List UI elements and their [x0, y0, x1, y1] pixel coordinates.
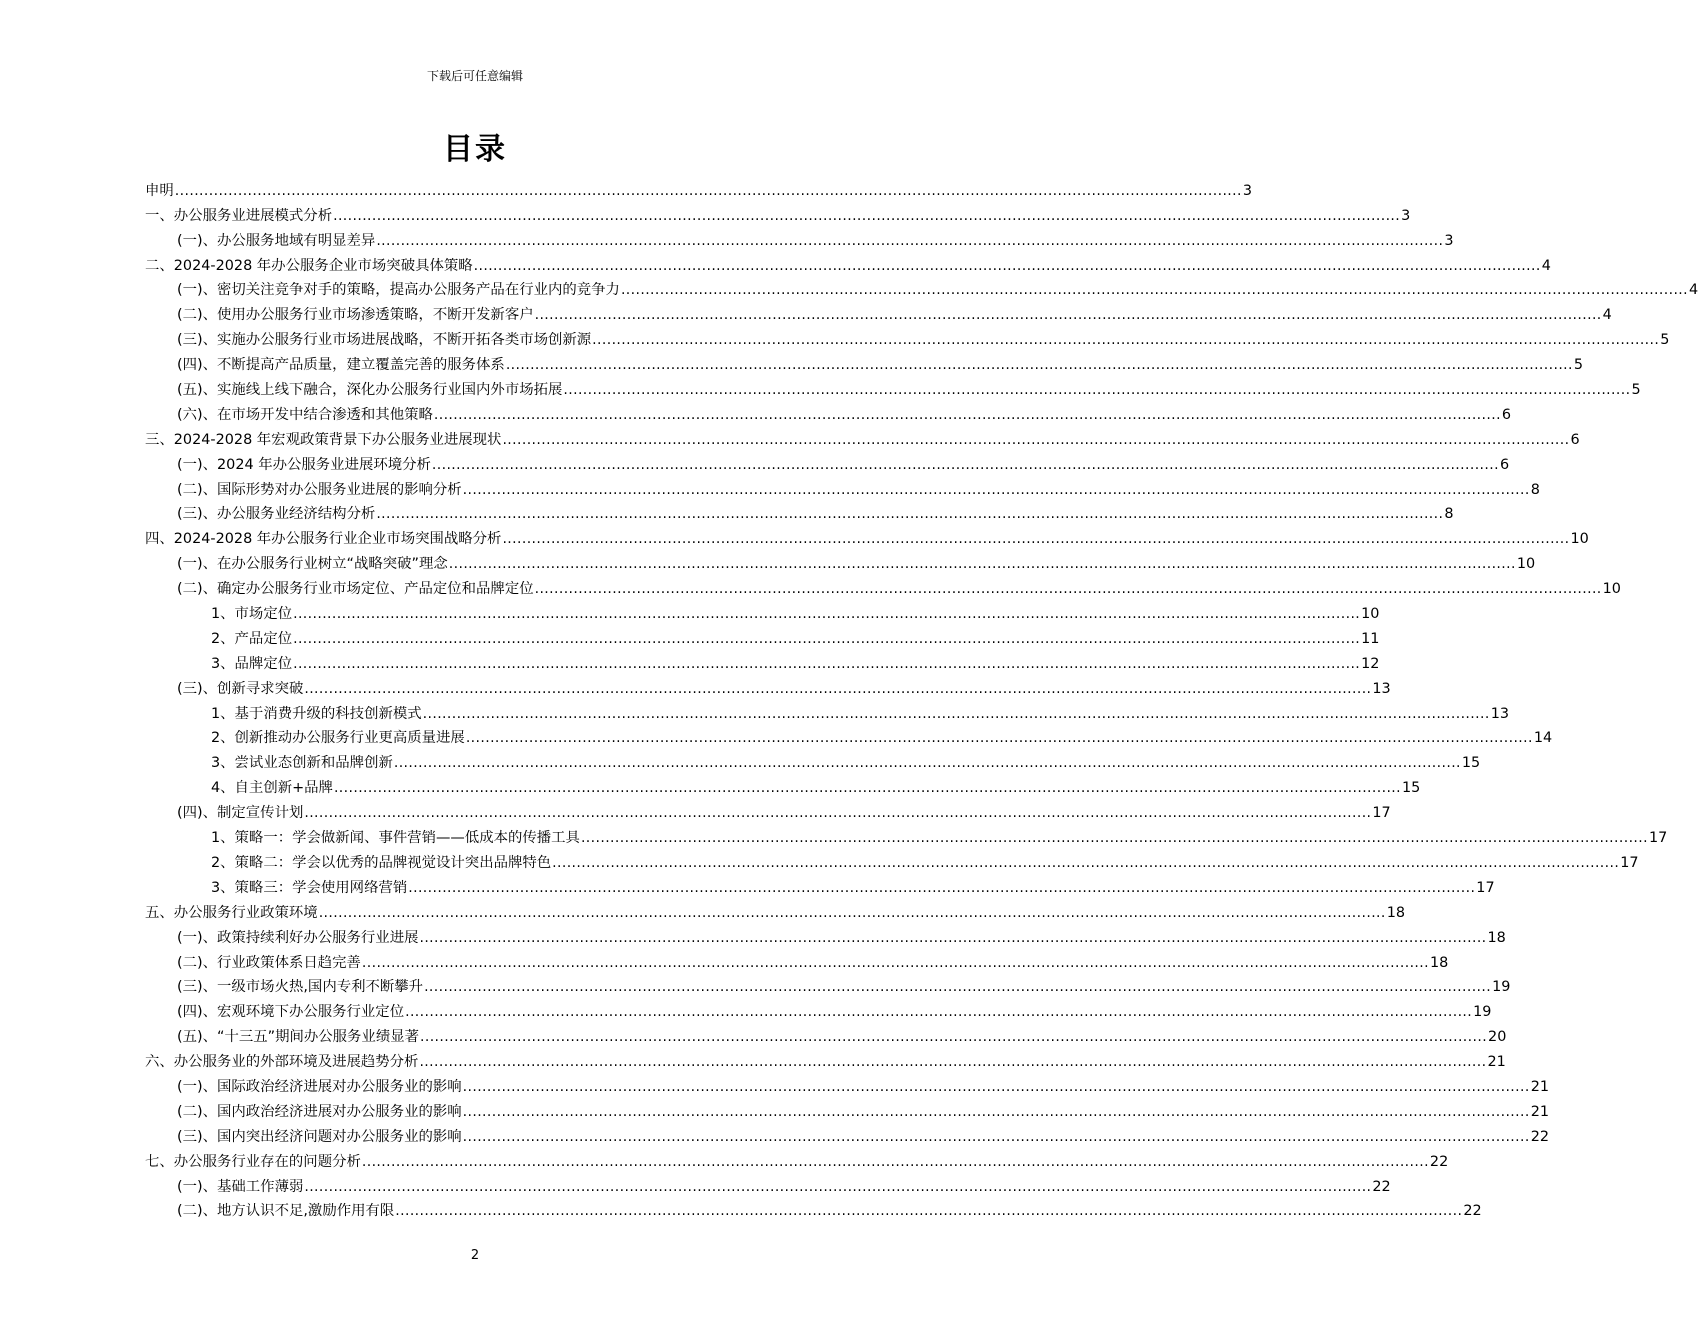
toc-entry[interactable] [145, 375, 1641, 400]
toc-entry-page: 5 [1660, 332, 1670, 349]
toc-entry-label: (四)、不断提高产品质量，建立覆盖完善的服务体系 [177, 357, 505, 374]
toc-entry[interactable] [145, 176, 1252, 201]
toc-dot-leader: ............................................................................................................................................................................................................................ [174, 182, 1242, 199]
toc-entry[interactable] [145, 450, 1510, 475]
toc-dot-leader: ............................................................................................................................................................................................................................ [420, 1029, 1488, 1046]
toc-entry[interactable] [145, 1147, 1449, 1172]
toc-dot-leader: ............................................................................................................................................................................................................................ [304, 680, 1372, 697]
toc-entry-page: 22 [1372, 1178, 1391, 1195]
toc-entry-page: 21 [1530, 1078, 1550, 1095]
toc-entry-page: 4 [1541, 257, 1551, 274]
header-note: 下载后可任意编辑 [426, 69, 523, 83]
toc-entry[interactable] [145, 1097, 1550, 1122]
toc-entry-label: 2、产品定位 [211, 630, 293, 647]
toc-dot-leader: ............................................................................................................................................................................................................................ [419, 929, 1487, 946]
toc-entry[interactable] [145, 674, 1391, 699]
toc-entry-label: (六)、在市场开发中结合渗透和其他策略 [177, 406, 433, 423]
toc-entry-label: (一)、2024 年办公服务业进展环境分析 [177, 456, 431, 473]
toc-entry-label: (二)、使用办公服务行业市场渗透策略，不断开发新客户 [177, 307, 534, 324]
toc-entry-page: 22 [1429, 1153, 1449, 1170]
page-number: 2 [470, 1248, 480, 1263]
toc-dot-leader: ............................................................................................................................................................................................................................ [405, 1004, 1473, 1021]
toc-dot-leader: ............................................................................................................................................................................................................................ [465, 730, 1533, 747]
toc-entry-page: 13 [1490, 705, 1509, 722]
toc-dot-leader: ............................................................................................................................................................................................................................ [376, 506, 1444, 523]
toc-entry-page: 3 [1444, 232, 1454, 249]
toc-entry[interactable] [145, 599, 1380, 624]
toc-entry-page: 5 [1631, 382, 1641, 399]
toc-entry[interactable] [145, 425, 1580, 450]
toc-dot-leader: ............................................................................................................................................................................................................................ [462, 1128, 1530, 1145]
toc-entry-label: 4、自主创新+品牌 [211, 780, 333, 797]
page-title: 目录 [443, 132, 507, 167]
toc-entry-label: 2、策略二：学会以优秀的品牌视觉设计突出品牌特色 [211, 854, 552, 871]
toc-entry[interactable] [145, 649, 1380, 674]
toc-entry-page: 10 [1602, 581, 1621, 598]
toc-entry[interactable] [145, 276, 1698, 301]
toc-entry-label: (一)、办公服务地域有明显差异 [177, 232, 376, 249]
toc-dot-leader: ............................................................................................................................................................................................................................ [462, 481, 1530, 498]
toc-entry-label: 1、策略一：学会做新闻、事件营销——低成本的传播工具 [211, 830, 580, 847]
toc-entry-label: 三、2024-2028 年宏观政策背景下办公服务业进展现状 [145, 431, 502, 448]
toc-entry-page: 22 [1530, 1128, 1550, 1145]
toc-dot-leader: ............................................................................................................................................................................................................................ [304, 805, 1372, 822]
toc-dot-leader: ............................................................................................................................................................................................................................ [293, 655, 1361, 672]
toc-dot-leader: ............................................................................................................................................................................................................................ [376, 232, 1444, 249]
toc-dot-leader: ............................................................................................................................................................................................................................ [431, 456, 1499, 473]
toc-dot-leader: ............................................................................................................................................................................................................................ [534, 307, 1602, 324]
toc-entry[interactable] [145, 699, 1509, 724]
toc-entry[interactable] [145, 300, 1612, 325]
toc-entry[interactable] [145, 1022, 1507, 1047]
toc-entry[interactable] [145, 500, 1454, 525]
toc-entry-page: 17 [1372, 805, 1391, 822]
toc-entry[interactable] [145, 524, 1589, 549]
toc-entry-label: 一、办公服务业进展模式分析 [145, 207, 333, 224]
toc-entry-label: (三)、国内突出经济问题对办公服务业的影响 [177, 1128, 462, 1145]
toc-entry-page: 13 [1372, 680, 1391, 697]
toc-entry-label: (四)、制定宣传计划 [177, 805, 304, 822]
toc-dot-leader: ............................................................................................................................................................................................................................ [361, 1153, 1429, 1170]
toc-dot-leader: ............................................................................................................................................................................................................................ [473, 257, 1541, 274]
toc-dot-leader: ............................................................................................................................................................................................................................ [505, 357, 1573, 374]
toc-dot-leader: ............................................................................................................................................................................................................................ [424, 979, 1492, 996]
toc-dot-leader: ............................................................................................................................................................................................................................ [502, 431, 1570, 448]
toc-entry[interactable] [145, 1172, 1391, 1197]
toc-entry-label: 3、尝试业态创新和品牌创新 [211, 755, 393, 772]
toc-dot-leader: ............................................................................................................................................................................................................................ [395, 1203, 1463, 1220]
toc-entry-page: 10 [1516, 556, 1536, 573]
toc-entry-label: (一)、基础工作薄弱 [177, 1178, 304, 1195]
toc-dot-leader: ............................................................................................................................................................................................................................ [448, 556, 1516, 573]
toc-entry-page: 10 [1361, 606, 1380, 623]
toc-entry-label: (二)、行业政策体系日趋完善 [177, 954, 361, 971]
toc-entry-page: 3 [1401, 207, 1411, 224]
toc-entry-label: (一)、密切关注竞争对手的策略，提高办公服务产品在行业内的竞争力 [177, 282, 620, 299]
toc-entry[interactable] [145, 848, 1639, 873]
toc-entry[interactable] [145, 923, 1506, 948]
toc-entry-page: 6 [1570, 431, 1580, 448]
toc-dot-leader: ............................................................................................................................................................................................................................ [592, 332, 1660, 349]
toc-entry-label: 五、办公服务行业政策环境 [145, 904, 318, 921]
toc-entry[interactable] [145, 898, 1406, 923]
toc-entry-label: (三)、一级市场火热,国内专利不断攀升 [177, 979, 424, 996]
toc-entry-label: 1、市场定位 [211, 606, 293, 623]
toc-entry-label: 3、品牌定位 [211, 655, 293, 672]
toc-entry-page: 17 [1620, 854, 1639, 871]
toc-dot-leader: ............................................................................................................................................................................................................................ [563, 382, 1631, 399]
toc-entry-label: 二、2024-2028 年办公服务企业市场突破具体策略 [145, 257, 473, 274]
toc-entry[interactable] [145, 201, 1411, 226]
toc-entry-page: 22 [1463, 1203, 1482, 1220]
toc-entry[interactable] [145, 973, 1511, 998]
toc-dot-leader: ............................................................................................................................................................................................................................ [293, 630, 1361, 647]
toc-entry[interactable] [145, 873, 1495, 898]
toc-dot-leader: ............................................................................................................................................................................................................................ [462, 1078, 1530, 1095]
toc-entry[interactable] [145, 997, 1492, 1022]
toc-entry-page: 18 [1386, 904, 1406, 921]
toc-entry-label: (二)、国际形势对办公服务业进展的影响分析 [177, 481, 462, 498]
toc-entry-label: (四)、宏观环境下办公服务行业定位 [177, 1004, 405, 1021]
toc-dot-leader: ............................................................................................................................................................................................................................ [393, 755, 1461, 772]
table-of-contents [145, 176, 1698, 1221]
toc-dot-leader: ............................................................................................................................................................................................................................ [552, 854, 1620, 871]
toc-entry[interactable] [145, 773, 1421, 798]
toc-dot-leader: ............................................................................................................................................................................................................................ [318, 904, 1386, 921]
toc-entry-page: 14 [1533, 730, 1553, 747]
toc-entry-label: 1、基于消费升级的科技创新模式 [211, 705, 422, 722]
toc-entry-page: 8 [1530, 481, 1540, 498]
toc-entry-page: 3 [1242, 182, 1252, 199]
toc-entry-page: 4 [1689, 282, 1698, 299]
toc-entry[interactable] [145, 574, 1621, 599]
toc-entry[interactable] [145, 226, 1454, 251]
toc-entry[interactable] [145, 1122, 1550, 1147]
toc-entry-label: (二)、地方认识不足,激励作用有限 [177, 1203, 395, 1220]
toc-dot-leader: ............................................................................................................................................................................................................................ [580, 830, 1648, 847]
toc-entry[interactable] [145, 350, 1584, 375]
toc-entry-page: 15 [1402, 780, 1421, 797]
toc-entry-label: (一)、政策持续利好办公服务行业进展 [177, 929, 419, 946]
toc-entry-label: 七、办公服务行业存在的问题分析 [145, 1153, 361, 1170]
toc-dot-leader: ............................................................................................................................................................................................................................ [502, 531, 1570, 548]
toc-entry-page: 10 [1570, 531, 1589, 548]
toc-entry-label: 申明 [145, 182, 174, 199]
toc-entry-page: 12 [1361, 655, 1380, 672]
toc-entry-page: 21 [1487, 1054, 1506, 1071]
toc-entry-page: 17 [1648, 830, 1668, 847]
toc-dot-leader: ............................................................................................................................................................................................................................ [408, 879, 1476, 896]
toc-entry[interactable] [145, 948, 1449, 973]
toc-entry[interactable] [145, 549, 1536, 574]
toc-dot-leader: ............................................................................................................................................................................................................................ [333, 780, 1401, 797]
toc-dot-leader: ............................................................................................................................................................................................................................ [620, 282, 1688, 299]
toc-dot-leader: ............................................................................................................................................................................................................................ [361, 954, 1429, 971]
toc-entry-page: 8 [1444, 506, 1454, 523]
toc-dot-leader: ............................................................................................................................................................................................................................ [433, 406, 1501, 423]
toc-entry-page: 6 [1501, 406, 1512, 423]
toc-entry[interactable] [145, 724, 1553, 749]
toc-entry-label: 3、策略三：学会使用网络营销 [211, 879, 408, 896]
toc-dot-leader: ............................................................................................................................................................................................................................ [422, 705, 1490, 722]
toc-dot-leader: ............................................................................................................................................................................................................................ [333, 207, 1401, 224]
toc-entry-label: 六、办公服务业的外部环境及进展趋势分析 [145, 1054, 419, 1071]
toc-entry-page: 11 [1361, 630, 1380, 647]
toc-entry-label: (一)、在办公服务行业树立“战略突破”理念 [177, 556, 448, 573]
toc-dot-leader: ............................................................................................................................................................................................................................ [304, 1178, 1372, 1195]
toc-entry-page: 19 [1492, 979, 1511, 996]
toc-entry-label: 2、创新推动办公服务行业更高质量进展 [211, 730, 465, 747]
toc-entry-page: 17 [1476, 879, 1495, 896]
toc-entry-label: 四、2024-2028 年办公服务行业企业市场突围战略分析 [145, 531, 502, 548]
toc-dot-leader: ............................................................................................................................................................................................................................ [293, 606, 1361, 623]
toc-entry[interactable] [145, 1197, 1482, 1222]
toc-entry-label: (二)、确定办公服务行业市场定位、产品定位和品牌定位 [177, 581, 534, 598]
toc-entry-label: (三)、实施办公服务行业市场进展战略，不断开拓各类市场创新源 [177, 332, 592, 349]
toc-entry-label: (三)、办公服务业经济结构分析 [177, 506, 376, 523]
toc-dot-leader: ............................................................................................................................................................................................................................ [462, 1103, 1530, 1120]
toc-entry-page: 18 [1429, 954, 1449, 971]
toc-dot-leader: ............................................................................................................................................................................................................................ [419, 1054, 1487, 1071]
toc-entry-page: 6 [1499, 456, 1510, 473]
toc-entry[interactable] [145, 624, 1380, 649]
toc-entry-label: (五)、实施线上线下融合，深化办公服务行业国内外市场拓展 [177, 382, 563, 399]
toc-entry-page: 5 [1573, 357, 1584, 374]
toc-entry[interactable] [145, 1047, 1506, 1072]
toc-entry-page: 21 [1530, 1103, 1550, 1120]
toc-entry[interactable] [145, 748, 1481, 773]
toc-entry-label: (二)、国内政治经济进展对办公服务业的影响 [177, 1103, 462, 1120]
toc-entry-page: 18 [1487, 929, 1506, 946]
toc-entry[interactable] [145, 823, 1668, 848]
toc-entry[interactable] [145, 475, 1540, 500]
toc-entry[interactable] [145, 251, 1551, 276]
toc-entry-page: 19 [1473, 1004, 1492, 1021]
toc-entry-label: (五)、“十三五”期间办公服务业绩显著 [177, 1029, 419, 1046]
toc-entry-page: 20 [1488, 1029, 1507, 1046]
toc-entry-label: (三)、创新寻求突破 [177, 680, 304, 697]
toc-entry[interactable] [145, 400, 1512, 425]
toc-entry[interactable] [145, 1072, 1550, 1097]
toc-entry-page: 4 [1602, 307, 1612, 324]
toc-entry-page: 15 [1461, 755, 1481, 772]
toc-dot-leader: ............................................................................................................................................................................................................................ [534, 581, 1602, 598]
toc-entry[interactable] [145, 798, 1391, 823]
toc-entry-label: (一)、国际政治经济进展对办公服务业的影响 [177, 1078, 462, 1095]
toc-entry[interactable] [145, 325, 1670, 350]
